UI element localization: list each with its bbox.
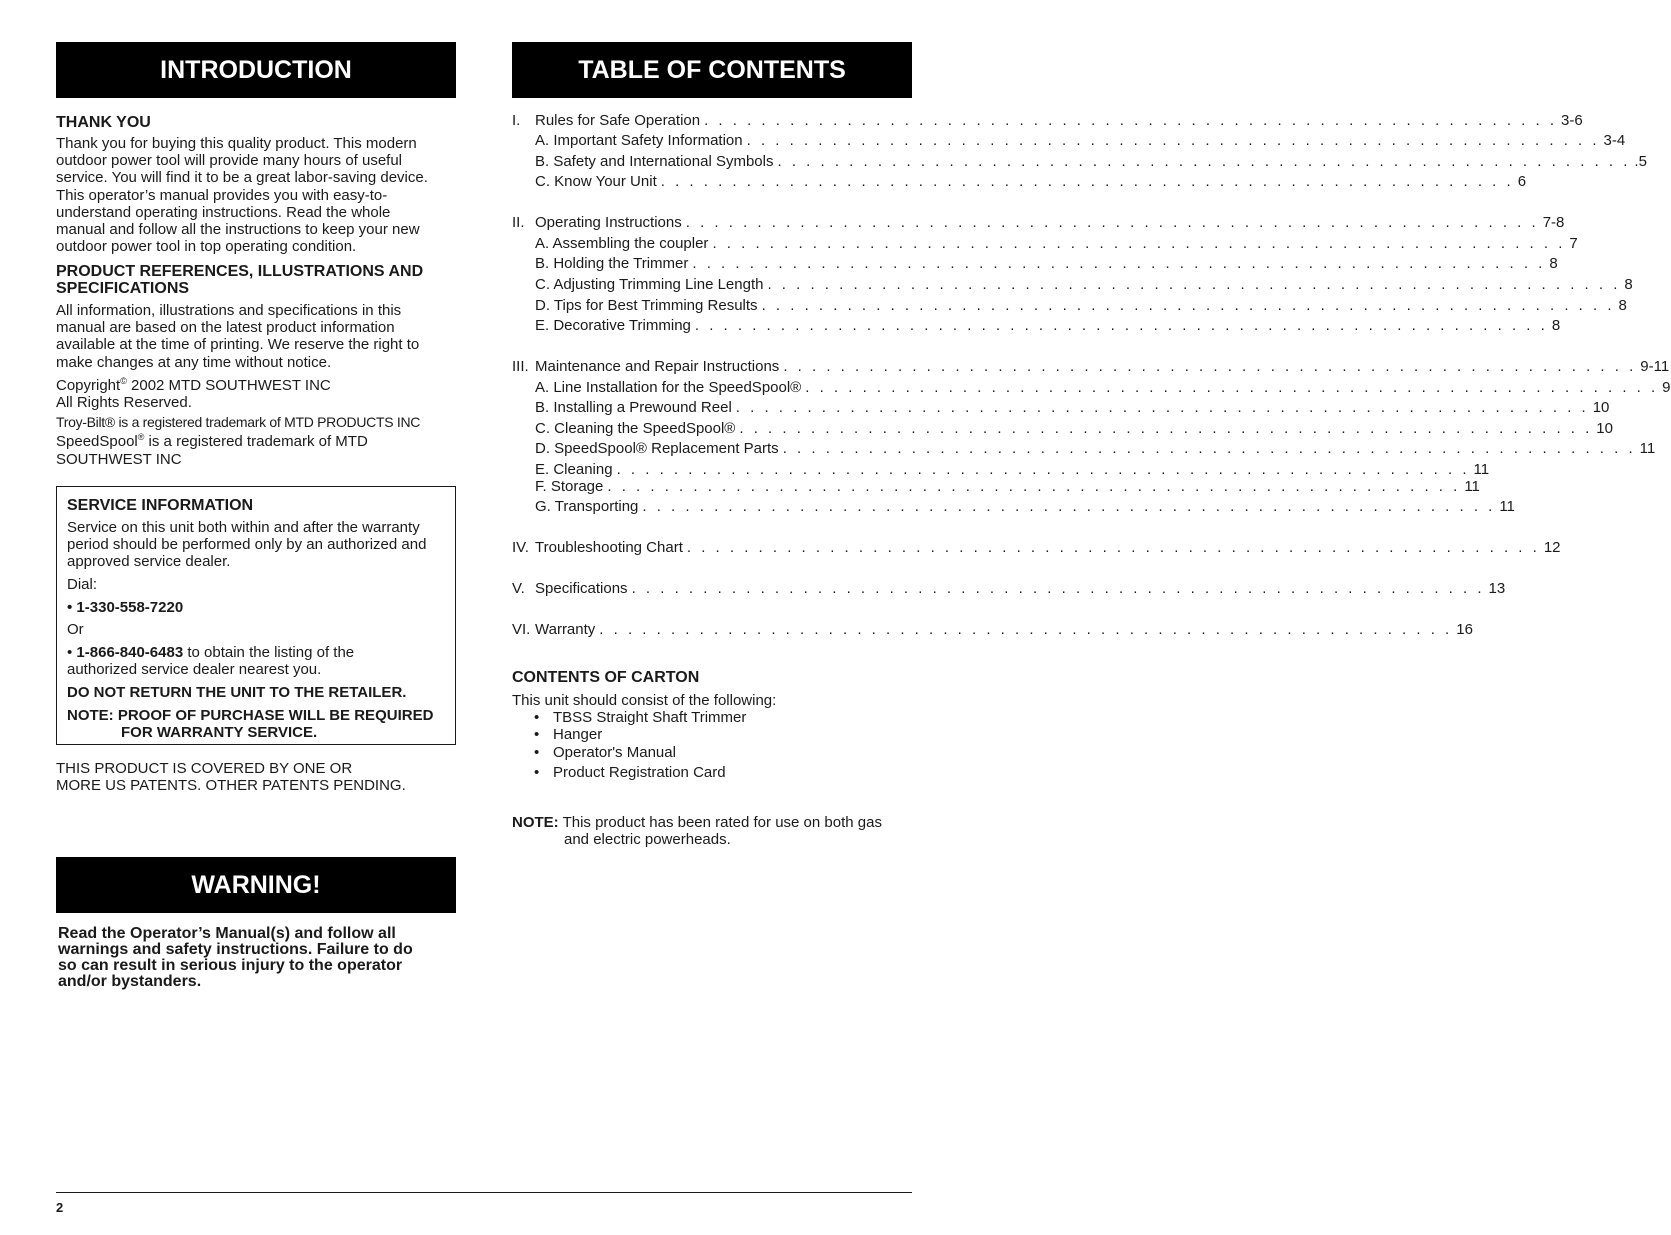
toc-entry: [535, 379, 1671, 396]
toc-entry-label: Maintenance and Repair Instructions: [535, 358, 780, 375]
body-line: authorized service dealer nearest you.: [67, 661, 322, 679]
proof-of-purchase-note: NOTE: PROOF OF PURCHASE WILL BE REQUIRED: [67, 706, 434, 724]
body-line: manual and follow all the instructions to keep your new: [56, 221, 420, 239]
toc-entry: [535, 235, 1578, 252]
note-text-line2: and electric powerheads.: [564, 831, 731, 849]
or-label: Or: [67, 621, 84, 639]
toc-entry-label: C. Cleaning the SpeedSpool®: [535, 420, 736, 437]
toc-entry-page: 3-4: [1603, 132, 1626, 149]
carton-heading: CONTENTS OF CARTON: [512, 669, 700, 686]
toc-entry: [535, 478, 1480, 495]
toc-entry: [512, 621, 1473, 638]
toc-leader-dots: . . . . . . . . . . . . . . . . . . . . . . . . . . . . . . . . . . . . . . . . . . . . . . . . . . . . . . . . . . . .: [616, 461, 1470, 478]
footer-rule: [56, 1192, 912, 1193]
do-not-return-notice: DO NOT RETURN THE UNIT TO THE RETAILER.: [67, 683, 407, 701]
toc-entry-label: B. Holding the Trimmer: [535, 255, 689, 272]
toc-entry-number: I.: [512, 112, 521, 129]
toc-leader-dots: . . . . . . . . . . . . . . . . . . . . . . . . . . . . . . . . . . . . . . . . . . . . . . . . . . . . . . . . . . . .: [599, 621, 1453, 638]
body-line: make changes at any time without notice.: [56, 353, 332, 371]
toc-entry: [535, 173, 1527, 190]
toc-entry: [535, 132, 1626, 149]
toc-entry-page: 11: [1639, 440, 1656, 457]
toc-leader-dots: . . . . . . . . . . . . . . . . . . . . . . . . . . . . . . . . . . . . . . . . . . . . . . . . . . . . . . . . . . . .: [704, 112, 1558, 129]
patents-line: MORE US PATENTS. OTHER PATENTS PENDING.: [56, 777, 406, 795]
body-line: approved service dealer.: [67, 553, 231, 571]
toc-entry: [535, 498, 1515, 515]
thank-you-section: [56, 114, 456, 255]
toc-entry-page: 8: [1549, 255, 1558, 272]
body-line: All information, illustrations and specifications in this: [56, 302, 402, 319]
toc-entry-label: F. Storage: [535, 478, 604, 495]
toc-entry-number: VI.: [512, 621, 531, 638]
toc-entry-page: 11: [1499, 498, 1515, 515]
toc-entry-label: B. Installing a Prewound Reel: [535, 399, 732, 416]
toc-entry: [535, 399, 1610, 416]
toc-entry-page: 7-8: [1542, 214, 1565, 231]
note-text: This product has been rated for use on both gas: [558, 814, 882, 831]
toc-entry: [535, 420, 1613, 437]
toc-entry-page: 13: [1488, 580, 1506, 597]
toc-entry: [535, 297, 1627, 314]
toc-entry-page: 9-11: [1640, 358, 1670, 375]
toc-entry-label: G. Transporting: [535, 498, 639, 515]
toc-leader-dots: . . . . . . . . . . . . . . . . . . . . . . . . . . . . . . . . . . . . . . . . . . . . . . . . . . . . . . . . . . . .: [783, 358, 1637, 375]
patents-notice: [56, 760, 456, 794]
toc-entry: [512, 358, 1670, 375]
proof-of-purchase-note-line2: FOR WARRANTY SERVICE.: [121, 724, 318, 742]
toc-entry: [535, 276, 1633, 293]
toc-leader-dots: . . . . . . . . . . . . . . . . . . . . . . . . . . . . . . . . . . . . . . . . . . . . . . . . . . . . . . . . . . . .: [694, 317, 1548, 334]
toc-entry-page: 12: [1543, 539, 1561, 556]
toc-leader-dots: . . . . . . . . . . . . . . . . . . . . . . . . . . . . . . . . . . . . . . . . . . . . . . . . . . . . . . . . . . . .: [660, 173, 1514, 190]
powerhead-note: [512, 814, 912, 848]
list-item: • Hanger: [512, 726, 912, 743]
toc-entry-page: 7: [1569, 235, 1578, 252]
product-references-heading: PRODUCT REFERENCES, ILLUSTRATIONS AND: [56, 263, 424, 280]
toc-entry-label: A. Important Safety Information: [535, 132, 743, 149]
patents-line: THIS PRODUCT IS COVERED BY ONE OR: [56, 760, 353, 777]
copyright-line: Copyright© 2002 MTD SOUTHWEST INC: [56, 375, 331, 394]
toc-entry-label: E. Decorative Trimming: [535, 317, 691, 334]
list-item: • TBSS Straight Shaft Trimmer: [512, 709, 912, 726]
toc-leader-dots: . . . . . . . . . . . . . . . . . . . . . . . . . . . . . . . . . . . . . . . . . . . . . . . . . . . . . . . . . . . .: [739, 420, 1593, 437]
warning-title: WARNING!: [191, 870, 321, 899]
toc-entry: [535, 317, 1561, 334]
list-item: • Operator's Manual: [512, 744, 912, 761]
body-line: Thank you for buying this quality product. This modern: [56, 135, 417, 152]
speedspool-trademark: SpeedSpool® is a registered trademark of MTD: [56, 432, 368, 451]
toc-title: TABLE OF CONTENTS: [578, 55, 846, 84]
warning-line: and/or bystanders.: [58, 973, 202, 990]
toc-leader-dots: . . . . . . . . . . . . . . . . . . . . . . . . . . . . . . . . . . . . . . . . . . . . . . . . . . . . . . . . . . . .: [631, 580, 1485, 597]
warning-line: warnings and safety instructions. Failure to do: [58, 941, 413, 958]
warning-text: [58, 926, 458, 990]
toc-leader-dots: . . . . . . . . . . . . . . . . . . . . . . . . . . . . . . . . . . . . . . . . . . . . . . . . . . . . . . . . . . . .: [746, 132, 1600, 149]
toc-entry-page: 3-6: [1561, 112, 1583, 129]
toc-entry-label: Specifications: [535, 580, 628, 597]
toc-entry-label: Rules for Safe Operation: [535, 112, 701, 129]
note-label: NOTE:: [512, 814, 559, 831]
product-references-section: [56, 263, 466, 468]
contents-of-carton-section: [512, 669, 912, 781]
troybilt-trademark: Troy-Bilt® is a registered trademark of MTD PRODUCTS INC: [56, 414, 421, 431]
toc-leader-dots: . . . . . . . . . . . . . . . . . . . . . . . . . . . . . . . . . . . . . . . . . . . . . . . . . . . . . . . . . . . .: [735, 399, 1589, 416]
body-line: period should be performed only by an authorized and: [67, 536, 427, 554]
thank-you-heading: THANK YOU: [56, 114, 151, 131]
list-item: • Product Registration Card: [512, 764, 912, 781]
toc-entry-page: .5: [1634, 153, 1647, 170]
body-line: manual are based on the latest product information: [56, 319, 395, 337]
toc-entry: [512, 112, 1583, 129]
toc-leader-dots: . . . . . . . . . . . . . . . . . . . . . . . . . . . . . . . . . . . . . . . . . . . . . . . . . . . . . . . . . . . .: [805, 379, 1659, 396]
warning-banner: [56, 857, 456, 913]
toc-entry-label: Operating Instructions: [535, 214, 682, 231]
body-line: Service on this unit both within and after the warranty: [67, 519, 420, 536]
carton-list: [512, 709, 912, 781]
page-number: 2: [56, 1200, 64, 1215]
toc-entry-label: A. Assembling the coupler: [535, 235, 709, 252]
toc-entry-number: V.: [512, 580, 525, 597]
toc-leader-dots: . . . . . . . . . . . . . . . . . . . . . . . . . . . . . . . . . . . . . . . . . . . . . . . . . . . . . . . . . . . .: [642, 498, 1496, 515]
phone-number-2-line: • 1-866-840-6483 to obtain the listing of the: [67, 644, 355, 662]
speedspool-trademark-line2: SOUTHWEST INC: [56, 450, 182, 468]
toc-entry: [535, 461, 1490, 478]
toc-entry: [535, 153, 1647, 170]
toc-entry: [512, 580, 1506, 597]
toc-entry-number: III.: [512, 358, 529, 375]
toc-entry-label: E. Cleaning: [535, 461, 613, 478]
toc-entry: [535, 440, 1656, 457]
toc-leader-dots: . . . . . . . . . . . . . . . . . . . . . . . . . . . . . . . . . . . . . . . . . . . . . . . . . . . . . . . . . . . .: [761, 297, 1615, 314]
thank-you-body: [56, 135, 456, 255]
toc-entry-label: C. Adjusting Trimming Line Length: [535, 276, 764, 293]
body-line: service. You will find it to be a great labor-saving device.: [56, 169, 428, 187]
dial-label: Dial:: [67, 575, 98, 593]
toc-entry: [535, 255, 1558, 272]
toc-leader-dots: . . . . . . . . . . . . . . . . . . . . . . . . . . . . . . . . . . . . . . . . . . . . . . . . . . . . . . . . . . . .: [686, 539, 1540, 556]
toc-entry-page: 8: [1618, 297, 1627, 314]
phone-number-1: • 1-330-558-7220: [67, 598, 184, 616]
toc-leader-dots: . . . . . . . . . . . . . . . . . . . . . . . . . . . . . . . . . . . . . . . . . . . . . . . . . . . . . . . . . . . .: [685, 214, 1539, 231]
warning-line: Read the Operator’s Manual(s) and follow all: [58, 925, 396, 942]
toc-entry-label: D. SpeedSpool® Replacement Parts: [535, 440, 779, 457]
toc-entry-page: 16: [1456, 621, 1473, 638]
warning-line: so can result in serious injury to the operator: [58, 957, 403, 974]
toc-entry-label: A. Line Installation for the SpeedSpool®: [535, 379, 802, 396]
introduction-title: INTRODUCTION: [160, 55, 352, 84]
toc-entry-page: 10: [1592, 399, 1610, 416]
toc-entry-page: 8: [1624, 276, 1633, 293]
toc-banner: [512, 42, 912, 98]
toc-leader-dots: . . . . . . . . . . . . . . . . . . . . . . . . . . . . . . . . . . . . . . . . . . . . . . . . . . . . . . . . . . . .: [782, 440, 1636, 457]
toc-entry-label: C. Know Your Unit: [535, 173, 657, 190]
toc-entry-label: B. Safety and International Symbols: [535, 153, 774, 170]
carton-intro: This unit should consist of the following:: [512, 692, 777, 709]
toc-entry-number: II.: [512, 214, 525, 231]
toc-entry-page: 11: [1464, 478, 1480, 495]
body-line: understand operating instructions. Read the whole: [56, 203, 391, 221]
toc-entry-label: Troubleshooting Chart: [535, 539, 683, 556]
toc-leader-dots: . . . . . . . . . . . . . . . . . . . . . . . . . . . . . . . . . . . . . . . . . . . . . . . . . . . . . . . . . . . .: [767, 276, 1621, 293]
toc-entry-page: 9: [1662, 379, 1671, 396]
toc-leader-dots: . . . . . . . . . . . . . . . . . . . . . . . . . . . . . . . . . . . . . . . . . . . . . . . . . . . . . . . . . . . .: [692, 255, 1546, 272]
toc-entry-page: 10: [1596, 420, 1613, 437]
service-heading: SERVICE INFORMATION: [67, 497, 254, 514]
toc-entry-page: 11: [1473, 461, 1490, 478]
toc-entry-page: 6: [1517, 173, 1527, 190]
toc-entry: [512, 539, 1561, 556]
toc-entry-page: 8: [1551, 317, 1561, 334]
body-line: outdoor power tool in top operating condition.: [56, 238, 357, 256]
phone-number-2: 1-866-840-6483: [76, 644, 184, 662]
service-information-box: [56, 486, 456, 745]
body-line: available at the time of printing. We reserve the right to: [56, 336, 420, 354]
body-line: outdoor power tool will provide many hours of useful: [56, 152, 403, 170]
product-references-heading-2: SPECIFICATIONS: [56, 280, 190, 297]
toc-entry: [512, 214, 1565, 231]
toc-leader-dots: . . . . . . . . . . . . . . . . . . . . . . . . . . . . . . . . . . . . . . . . . . . . . . . . . . . . . . . . . . . .: [607, 478, 1461, 495]
body-line: This operator’s manual provides you with easy-to-: [56, 186, 388, 204]
toc-entry-number: IV.: [512, 539, 529, 556]
toc-entry-label: D. Tips for Best Trimming Results: [535, 297, 758, 314]
toc-leader-dots: . . . . . . . . . . . . . . . . . . . . . . . . . . . . . . . . . . . . . . . . . . . . . . . . . . . . . . . . . . . .: [777, 153, 1631, 170]
toc-leader-dots: . . . . . . . . . . . . . . . . . . . . . . . . . . . . . . . . . . . . . . . . . . . . . . . . . . . . . . . . . . . .: [712, 235, 1566, 252]
rights-line: All Rights Reserved.: [56, 394, 192, 412]
toc-entry-label: Warranty: [535, 621, 596, 638]
introduction-banner: [56, 42, 456, 98]
